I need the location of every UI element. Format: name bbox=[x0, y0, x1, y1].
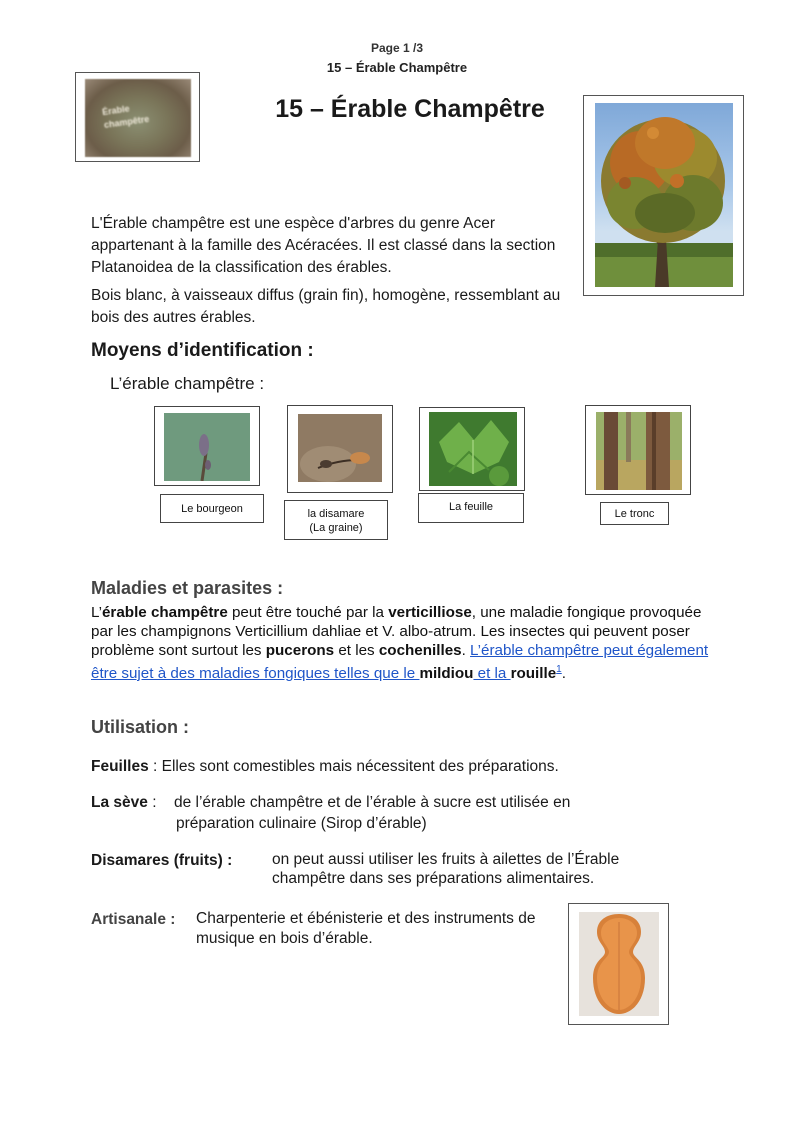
maladies-paragraph: L’érable champêtre peut être touché par la verticilliose, une maladie fongique provoquée par les champignons Verticillium dahliae et V. albo-atrum. Les insectes qui peuvent poser problème sont surtout les pucerons et les cochenilles. L’érable champêtre peut également être sujet à des maladies fongiques telles que le mildiou et la rouille$^1$. bbox=[91, 604, 709, 683]
tree-photo-frame bbox=[583, 95, 744, 296]
violin-photo bbox=[579, 912, 659, 1016]
samara-photo-frame bbox=[287, 405, 393, 493]
utilisation-seve-line1: de l’érable champêtre et de l’érable à sucre est utilisée en bbox=[174, 794, 571, 811]
intro-paragraph-1: L'Érable champêtre est une espèce d'arbres du genre Acer appartenant à la famille des Acéracées. Il est classé dans la section Platanoidea de la classification des érables. bbox=[91, 215, 556, 276]
caption-bud: Le bourgeon bbox=[160, 494, 264, 523]
identification-heading: Moyens d’identification : bbox=[91, 340, 314, 361]
identification-subheading: L’érable champêtre : bbox=[110, 374, 265, 393]
header-subtitle: 15 – Érable Champêtre bbox=[326, 60, 468, 75]
utilisation-artisanale-label: Artisanale : bbox=[91, 911, 176, 928]
trunk-photo-frame bbox=[585, 405, 691, 495]
footnote-link[interactable]: 1 bbox=[556, 664, 562, 675]
utilisation-artisanale-line1: Charpenterie et ébénisterie et des instruments de bbox=[196, 910, 536, 927]
utilisation-feuilles: Feuilles : Elles sont comestibles mais nécessitent des préparations. bbox=[91, 758, 559, 775]
tree-photo bbox=[595, 103, 733, 287]
caption-leaf: La feuille bbox=[418, 493, 524, 523]
utilisation-artisanale-line2: musique en bois d’érable. bbox=[196, 930, 373, 947]
samara-photo bbox=[298, 414, 382, 482]
utilisation-seve-line2: préparation culinaire (Sirop d’érable) bbox=[176, 815, 427, 832]
sign-photo bbox=[85, 79, 191, 157]
page-number: Page 1 /3 bbox=[370, 41, 424, 55]
utilisation-seve-label: La sève : bbox=[91, 794, 157, 811]
leaf-photo-frame bbox=[419, 407, 525, 491]
page-title: 15 – Érable Champêtre bbox=[275, 95, 545, 123]
intro-paragraph-2: Bois blanc, à vaisseaux diffus (grain fin), homogène, ressemblant au bois des autres érables. bbox=[91, 287, 561, 326]
bud-photo bbox=[164, 413, 250, 481]
caption-trunk: Le tronc bbox=[600, 502, 669, 525]
maladies-heading: Maladies et parasites : bbox=[91, 578, 284, 598]
utilisation-disamares-line2: champêtre dans ses préparations alimentaires. bbox=[272, 870, 595, 887]
utilisation-disamares-line1: on peut aussi utiliser les fruits à ailettes de l’Érable bbox=[272, 851, 620, 868]
violin-photo-frame bbox=[568, 903, 669, 1025]
maladies-link-2[interactable]: et la bbox=[473, 665, 511, 683]
sign-photo-text: Érable champêtre bbox=[101, 103, 150, 131]
maladies-link[interactable]: L’érable champêtre peut également être sujet à des maladies fongiques telles que le bbox=[91, 642, 709, 683]
trunk-photo bbox=[596, 412, 682, 490]
utilisation-heading: Utilisation : bbox=[91, 717, 189, 737]
utilisation-disamares-label: Disamares (fruits) : bbox=[91, 852, 233, 869]
bud-photo-frame bbox=[154, 406, 260, 486]
leaf-photo bbox=[429, 412, 517, 486]
caption-samara: la disamare (La graine) bbox=[284, 500, 388, 540]
